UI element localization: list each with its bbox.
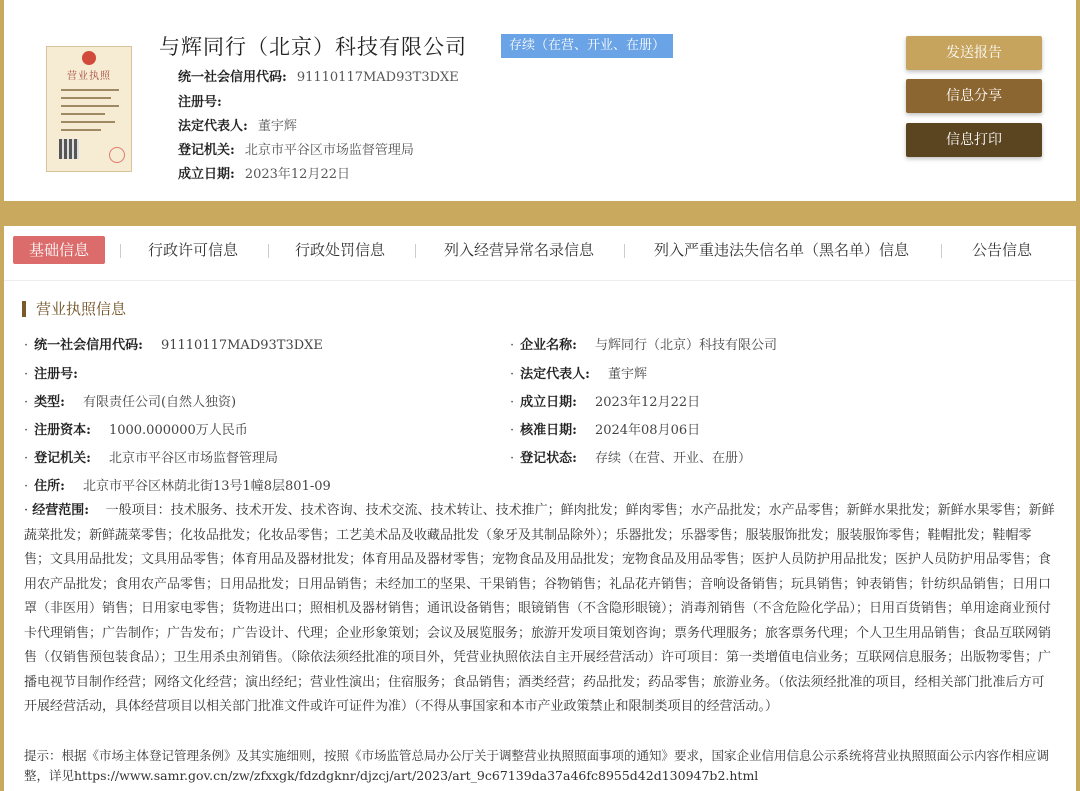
- tab-abnormal-list[interactable]: 列入经营异常名录信息: [444, 241, 595, 259]
- section-title: 营业执照信息: [22, 301, 126, 317]
- header-reg-authority: 登记机关: 北京市平谷区市场监督管理局: [178, 143, 414, 158]
- field-address: · 住所: 北京市平谷区林荫北街13号1幢8层801-09: [24, 479, 331, 494]
- license-title: 营业执照: [67, 71, 111, 82]
- tab-bar: [4, 226, 1076, 281]
- field-legal-rep: · 法定代表人: 董宇辉: [510, 367, 647, 382]
- notice-text: 提示：根据《市场主体登记管理条例》及其实施细则，按照《市场监管总局办公厅关于调整营业执照照面事项的通知》要求，国家企业信用信息公示系统将营业执照照面公示内容作相应调整，详见https://www.samr.gov.cn/zw/zfxxgk/fdzdgknr/djzcj/art/2023/art_9c67139da37a46fc8955d42d130947b2.html: [24, 748, 1050, 783]
- field-credit-code: · 统一社会信用代码: 91110117MAD93T3DXE: [24, 338, 323, 353]
- business-license-image[interactable]: [46, 46, 132, 172]
- field-reg-number: · 注册号:: [24, 367, 78, 382]
- company-header-card: [0, 0, 1080, 206]
- field-reg-status: · 登记状态: 存续（在营、开业、在册）: [510, 451, 751, 466]
- tab-basic-info[interactable]: 基础信息: [13, 236, 105, 264]
- header-reg-number: 注册号:: [178, 95, 222, 110]
- field-type: · 类型: 有限责任公司(自然人独资): [24, 395, 237, 410]
- header-legal-rep: 法定代表人: 董宇辉: [178, 119, 297, 134]
- tab-announcements[interactable]: 公告信息: [972, 241, 1033, 259]
- share-button[interactable]: 信息分享: [906, 79, 1042, 113]
- header-est-date: 成立日期: 2023年12月22日: [178, 167, 350, 182]
- basic-info-panel: [4, 226, 1076, 791]
- field-reg-capital: · 注册资本: 1000.000000万人民币: [24, 423, 248, 438]
- tab-admin-penalty[interactable]: 行政处罚信息: [295, 241, 386, 259]
- field-company-name: · 企业名称: 与辉同行（北京）科技有限公司: [510, 338, 777, 353]
- field-reg-authority: · 登记机关: 北京市平谷区市场监督管理局: [24, 451, 278, 466]
- business-scope: · 经营范围: 一般项目：技术服务、技术开发、技术咨询、技术交流、技术转让、技术推广；鲜肉批发；鲜肉零售；水产品批发；水产品零售；新鲜水果批发；新鲜水果零售；新鲜蔬菜批发；新鲜蔬菜零售；化妆品批发；化妆品零售；工艺美术品及收藏品批发（象牙及其制品除外）；乐器批发；乐器零售；服装服饰批发；服装服饰零售；鞋帽批发；鞋帽零售；文具用品批发；文具用品零售；体育用品及器材批发；体育用品及器材零售；宠物食品及用品批发；宠物食品及用品零售；医护人员防护用品批发；医护人员防护用品零售；食用农产品批发；食用农产品零售；日用品批发；日用品销售；未经加工的坚果、干果销售；谷物销售；礼品花卉销售；音响设备销售；玩具销售；钟表销售；针纺织品销售；日用口罩（非医用）销售；日用家电零售；货物进出口；照相机及器材销售；通讯设备销售；眼镜销售（不含隐形眼镜）；消毒剂销售（不含危险化学品）；日用百货销售；单用途商业预付卡代理销售；广告制作；广告发布；广告设计、代理；企业形象策划；会议及展览服务；旅游开发项目策划咨询；票务代理服务；旅客票务代理；个人卫生用品销售；食品互联网销售（仅销售预包装食品）；卫生用杀虫剂销售。（除依法须经批准的项目外，凭营业执照依法自主开展经营活动）许可项目：第一类增值电信业务；互联网信息服务；出版物零售；广播电视节目制作经营；网络文化经营；演出经纪；营业性演出；住宿服务；食品销售；酒类经营；药品批发；药品零售；旅游业务。（依法须经批准的项目，经相关部门批准后方可开展经营活动，具体经营项目以相关部门批准文件或许可证件为准）（不得从事国家和本市产业政策禁止和限制类项目的经营活动。）: [24, 503, 1055, 714]
- field-approval-date: · 核准日期: 2024年08月06日: [510, 423, 701, 438]
- business-scope-text: 一般项目：技术服务、技术开发、技术咨询、技术交流、技术转让、技术推广；鲜肉批发；鲜肉零售；水产品批发；水产品零售；新鲜水果批发；新鲜水果零售；新鲜蔬菜批发；新鲜蔬菜零售；化妆品批发；化妆品零售；工艺美术品及收藏品批发（象牙及其制品除外）；乐器批发；乐器零售；服装服饰批发；服装服饰零售；鞋帽批发；鞋帽零售；文具用品批发；文具用品零售；体育用品及器材批发；体育用品及器材零售；宠物食品及用品批发；宠物食品及用品零售；医护人员防护用品批发；医护人员防护用品零售；食用农产品批发；食用农产品零售；日用品批发；日用品销售；未经加工的坚果、干果销售；谷物销售；礼品花卉销售；音响设备销售；玩具销售；钟表销售；针纺织品销售；日用口罩（非医用）销售；日用家电零售；货物进出口；照相机及器材销售；通讯设备销售；眼镜销售（不含隐形眼镜）；消毒剂销售（不含危险化学品）；日用百货销售；单用途商业预付卡代理销售；广告制作；广告发布；广告设计、代理；企业形象策划；会议及展览服务；旅游开发项目策划咨询；票务代理服务；旅客票务代理；个人卫生用品销售；食品互联网销售（仅销售预包装食品）；卫生用杀虫剂销售。（除依法须经批准的项目外，凭营业执照依法自主开展经营活动）许可项目：第一类增值电信业务；互联网信息服务；出版物零售；广播电视节目制作经营；网络文化经营；演出经纪；营业性演出；住宿服务；食品销售；酒类经营；药品批发；药品零售；旅游业务。（依法须经批准的项目，经相关部门批准后方可开展经营活动，具体经营项目以相关部门批准文件或许可证件为准）（不得从事国家和本市产业政策禁止和限制类项目的经营活动。）: [24, 503, 1055, 714]
- company-header: [4, 0, 1076, 201]
- tab-admin-license[interactable]: 行政许可信息: [148, 241, 239, 259]
- field-est-date: · 成立日期: 2023年12月22日: [510, 395, 701, 410]
- seal-icon: [109, 147, 125, 163]
- national-emblem-icon: [82, 51, 96, 65]
- tab-blacklist[interactable]: 列入严重违法失信名单（黑名单）信息: [654, 241, 910, 259]
- qr-code-icon: [59, 139, 79, 159]
- company-name: 与辉同行（北京）科技有限公司: [159, 35, 467, 59]
- header-credit-code: 统一社会信用代码: 91110117MAD93T3DXE: [178, 70, 459, 85]
- print-button[interactable]: 信息打印: [906, 123, 1042, 157]
- send-report-button[interactable]: 发送报告: [906, 36, 1042, 70]
- status-badge: 存续（在营、开业、在册）: [501, 34, 673, 58]
